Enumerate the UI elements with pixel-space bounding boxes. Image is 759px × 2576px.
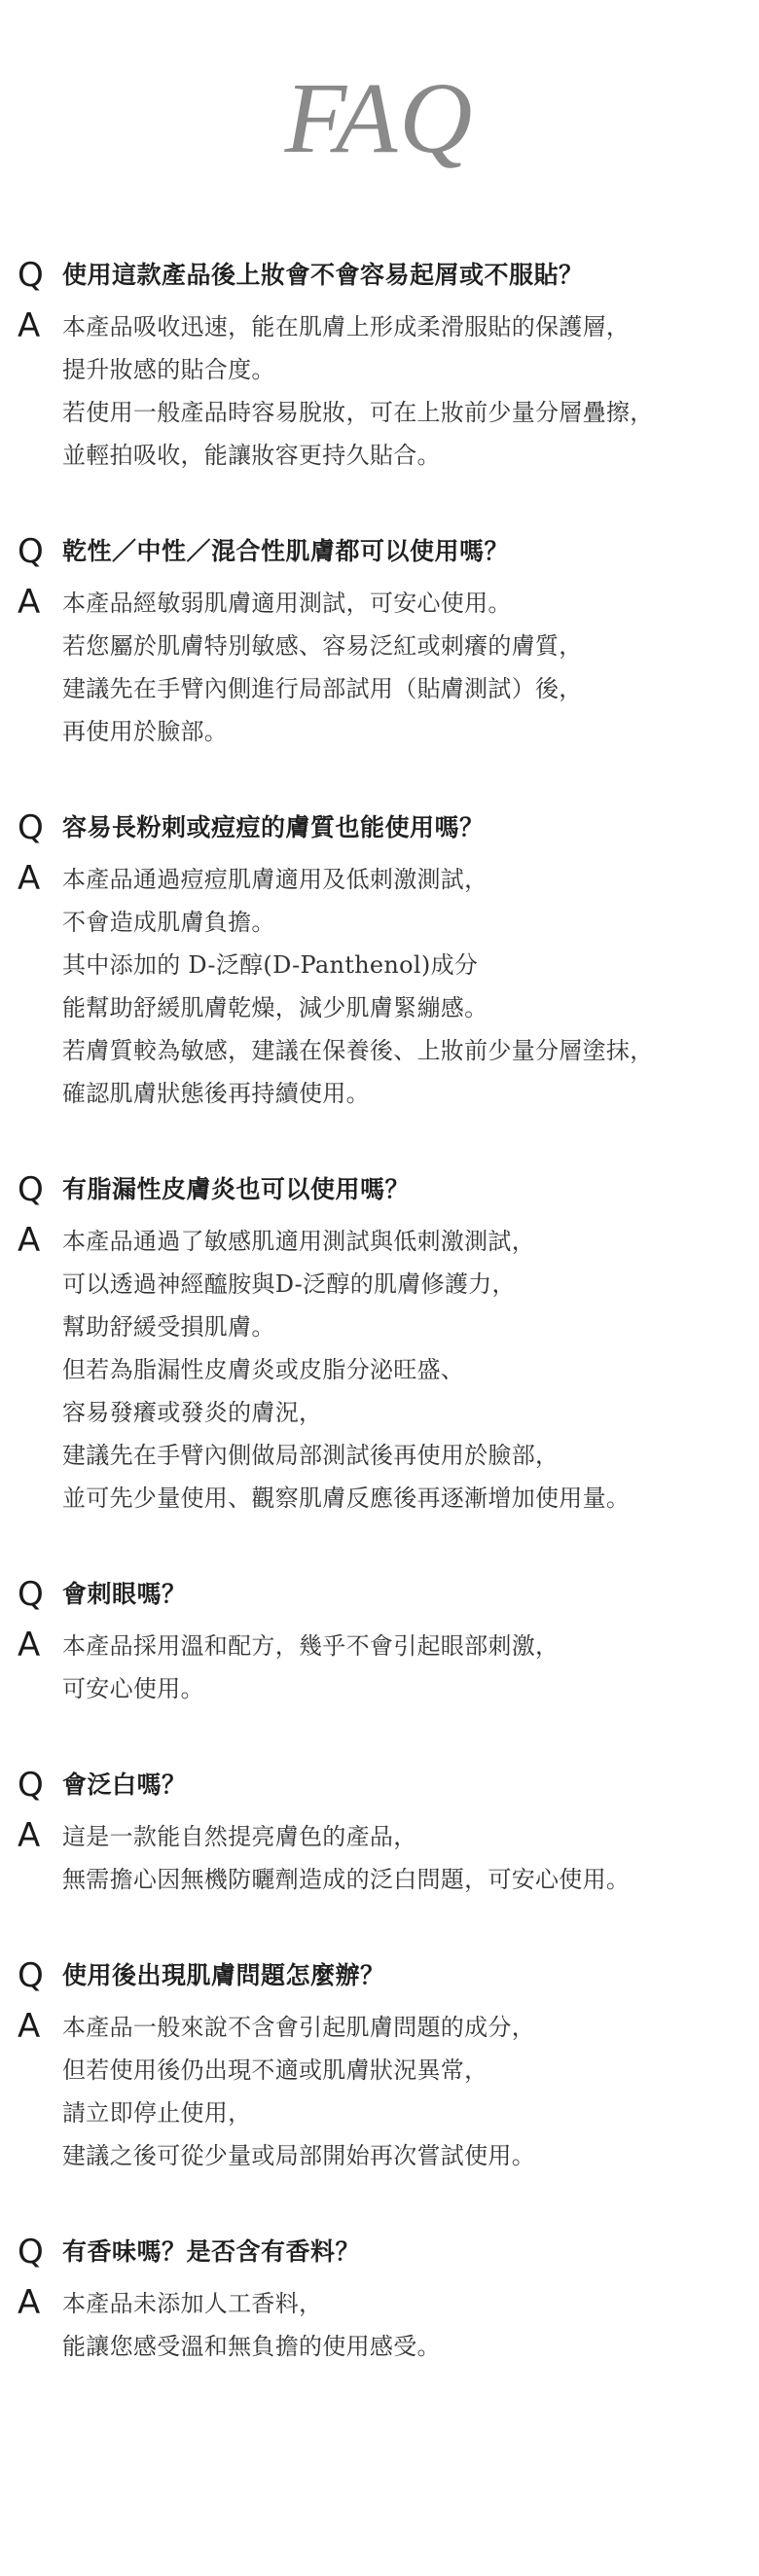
faq-answer-line: 並輕拍吸收，能讓妝容更持久貼合。 [62, 442, 441, 469]
faq-answer-line: 本產品未添加人工香料， [62, 2290, 323, 2317]
answer-marker: A [18, 2007, 41, 2046]
faq-answer-line: 建議之後可從少量或局部開始再次嘗試使用。 [62, 2142, 535, 2169]
faq-answer-line: 並可先少量使用、觀察肌膚反應後再逐漸增加使用量。 [62, 1485, 631, 1512]
faq-question-row [18, 1169, 747, 1210]
faq-answer-line: 若膚質較為敏感，建議在保養後、上妝前少量分層塗抹， [62, 1037, 654, 1064]
faq-question-text: 容易長粉刺或痘痘的膚質也能使用嗎？ [62, 813, 485, 841]
faq-question-text: 會泛白嗎？ [62, 1771, 187, 1799]
question-marker: Q [18, 2233, 44, 2272]
question-marker: Q [18, 532, 44, 571]
faq-question-row [18, 2232, 747, 2272]
faq-answer-line: 本產品通過了敏感肌適用測試與低刺激測試， [62, 1228, 535, 1255]
faq-answer-text [62, 2006, 535, 2177]
answer-marker: A [18, 1626, 41, 1664]
faq-answer-line: 能讓您感受溫和無負擔的使用感受。 [62, 2333, 441, 2360]
faq-question-text: 乾性／中性／混合性肌膚都可以使用嗎？ [62, 537, 510, 565]
question-marker: Q [18, 1170, 44, 1209]
faq-answer-line: 本產品通過痘痘肌膚適用及低刺激測試， [62, 866, 488, 893]
faq-question-text: 有香味嗎？是否含有香料？ [62, 2237, 361, 2266]
faq-question-text: 使用後出現肌膚問題怎麼辦？ [62, 1961, 385, 1989]
faq-answer-line: 本產品一般來說不含會引起肌膚問題的成分， [62, 2014, 535, 2041]
question-marker: Q [18, 1766, 44, 1805]
faq-answer-text [62, 1625, 559, 1710]
question-marker: Q [18, 1575, 44, 1614]
faq-answer-line: 容易發癢或發炎的膚況， [62, 1399, 323, 1426]
faq-answer-line: 再使用於臉部。 [62, 718, 229, 745]
faq-answer-line: 若您屬於肌膚特別敏感、容易泛紅或刺癢的膚質， [62, 632, 583, 660]
faq-answer-text [62, 1220, 630, 1520]
faq-answer-line: 可以透過神經醯胺與D-泛醇的肌膚修護力， [62, 1270, 516, 1298]
faq-question-row [18, 1955, 747, 1996]
faq-answer-line: 這是一款能自然提亮膚色的產品， [62, 1823, 417, 1850]
faq-answer-text [62, 305, 654, 477]
faq-answer-row [18, 2282, 747, 2368]
faq-item [18, 255, 747, 477]
faq-answer-line: 幫助舒緩受損肌膚。 [62, 1313, 275, 1341]
answer-marker: A [18, 1816, 41, 1855]
faq-answer-line: 本產品採用溫和配方，幾乎不會引起眼部刺激， [62, 1632, 560, 1660]
question-marker: Q [18, 808, 44, 847]
faq-item [18, 1574, 747, 1710]
faq-answer-line: 確認肌膚狀態後再持續使用。 [62, 1080, 370, 1107]
faq-answer-text [62, 2282, 441, 2368]
faq-answer-line: 請立即停止使用， [62, 2099, 252, 2127]
faq-answer-text [62, 582, 583, 753]
faq-item [18, 807, 747, 1115]
faq-item [18, 1765, 747, 1901]
faq-answer-row [18, 305, 747, 477]
faq-item [18, 2232, 747, 2368]
answer-marker: A [18, 2283, 41, 2322]
faq-question-row [18, 1765, 747, 1806]
faq-answer-line: 無需擔心因無機防曬劑造成的泛白問題，可安心使用。 [62, 1866, 631, 1893]
faq-answer-row [18, 2006, 747, 2177]
faq-question-row [18, 807, 747, 848]
faq-answer-row [18, 582, 747, 753]
faq-answer-line: 可安心使用。 [62, 1675, 204, 1702]
faq-answer-line: 提升妝感的貼合度。 [62, 356, 275, 383]
faq-answer-row [18, 1625, 747, 1710]
question-marker: Q [18, 256, 44, 295]
answer-marker: A [18, 306, 41, 345]
faq-question-text: 使用這款產品後上妝會不會容易起屑或不服貼？ [62, 261, 584, 289]
faq-item [18, 531, 747, 753]
faq-answer-line: 若使用一般產品時容易脫妝，可在上妝前少量分層疊擦， [62, 399, 654, 426]
answer-marker: A [18, 1221, 41, 1260]
faq-answer-line: 其中添加的 D-泛醇(D-Panthenol)成分 [62, 951, 479, 979]
faq-list [18, 255, 747, 2422]
faq-item [18, 1955, 747, 2177]
faq-answer-text [62, 858, 654, 1115]
faq-answer-line: 不會造成肌膚負擔。 [62, 909, 275, 936]
faq-question-row [18, 531, 747, 572]
faq-answer-row [18, 858, 747, 1115]
faq-answer-text [62, 1815, 630, 1901]
faq-question-text: 會刺眼嗎？ [62, 1580, 187, 1608]
faq-answer-line: 能幫助舒緩肌膚乾燥，減少肌膚緊繃感。 [62, 994, 488, 1021]
faq-question-text: 有脂漏性皮膚炎也可以使用嗎？ [62, 1175, 411, 1203]
answer-marker: A [18, 583, 41, 622]
faq-title: FAQ [284, 62, 475, 174]
faq-item [18, 1169, 747, 1520]
faq-answer-line: 本產品吸收迅速，能在肌膚上形成柔滑服貼的保護層， [62, 313, 631, 340]
faq-question-row [18, 1574, 747, 1615]
faq-answer-line: 建議先在手臂內側進行局部試用（貼膚測試）後， [62, 675, 583, 702]
faq-answer-line: 但若使用後仍出現不適或肌膚狀況異常， [62, 2057, 488, 2084]
faq-question-row [18, 255, 747, 296]
faq-answer-row [18, 1815, 747, 1901]
faq-answer-line: 但若為脂漏性皮膚炎或皮脂分泌旺盛、 [62, 1356, 465, 1383]
answer-marker: A [18, 859, 41, 898]
faq-answer-row [18, 1220, 747, 1520]
question-marker: Q [18, 1956, 44, 1995]
faq-answer-line: 本產品經敏弱肌膚適用測試，可安心使用。 [62, 590, 512, 617]
faq-answer-line: 建議先在手臂內側做局部測試後再使用於臉部， [62, 1442, 560, 1469]
